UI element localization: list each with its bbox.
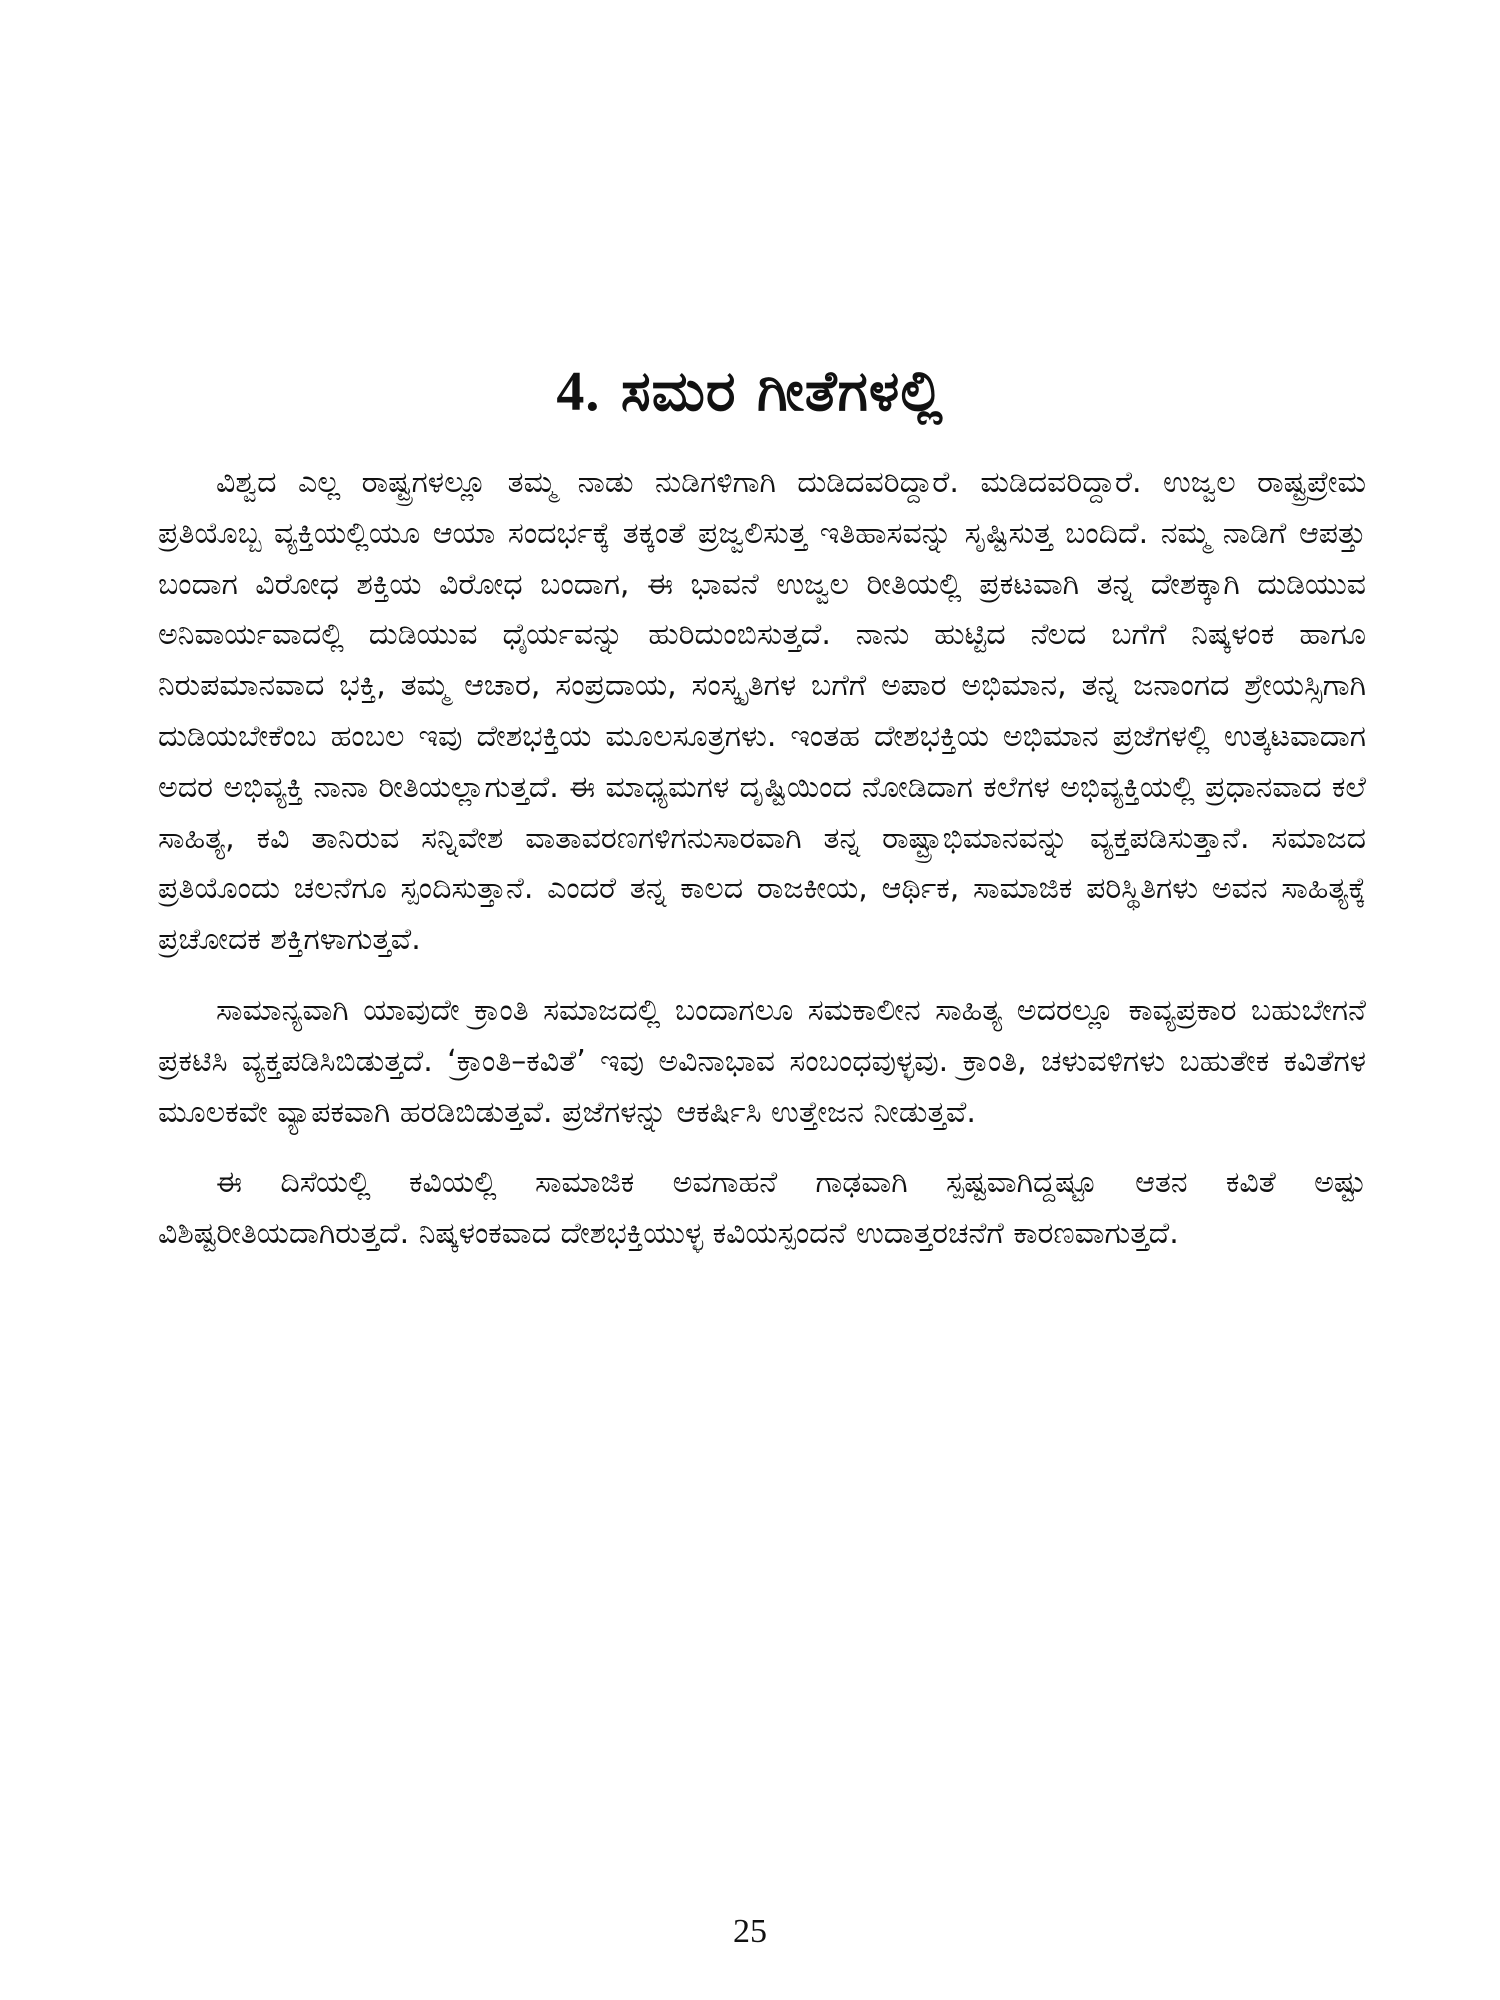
paragraph-2: ಸಾಮಾನ್ಯವಾಗಿ ಯಾವುದೇ ಕ್ರಾಂತಿ ಸಮಾಜದಲ್ಲಿ ಬಂದಾಗಲೂ ಸಮಕಾಲೀನ ಸಾಹಿತ್ಯ ಅದರಲ್ಲೂ ಕಾವ್ಯಪ್ರಕಾರ ಬಹುಬೇಗನೆ ಪ್ರಕಟಿಸಿ ವ್ಯಕ್ತಪಡಿಸಿಬಿಡುತ್ತದೆ. ‘ಕ್ರಾಂತಿ–ಕವಿತೆ’ ಇವು ಅವಿನಾಭಾವ ಸಂಬಂಧವುಳ್ಳವು. ಕ್ರಾಂತಿ, ಚಳುವಳಿಗಳು ಬಹುತೇಕ ಕವಿತೆಗಳ ಮೂಲಕವೇ ವ್ಯಾಪಕವಾಗಿ ಹರಡಿಬಿಡುತ್ತವೆ. ಪ್ರಜೆಗಳನ್ನು ಆಕರ್ಷಿಸಿ ಉತ್ತೇಜನ ನೀಡುತ್ತವೆ.	[158, 992, 1366, 1130]
chapter-title-text: ಸಮರ ಗೀತೆಗಳಲ್ಲಿ	[620, 359, 944, 424]
chapter-number: 4.	[556, 361, 601, 423]
page-number: 25	[733, 1913, 767, 1950]
chapter-title	[0, 352, 1500, 432]
paragraph-3: ಈ ದಿಸೆಯಲ್ಲಿ ಕವಿಯಲ್ಲಿ ಸಾಮಾಜಿಕ ಅವಗಾಹನೆ ಗಾಢವಾಗಿ ಸ್ಪಷ್ಟವಾಗಿದ್ದಷ್ಟೂ ಆತನ ಕವಿತೆ ಅಷ್ಟು ವಿಶಿಷ್ಟರೀತಿಯದಾಗಿರುತ್ತದೆ. ನಿಷ್ಕಳಂಕವಾದ ದೇಶಭಕ್ತಿಯುಳ್ಳ ಕವಿಯಸ್ಪಂದನೆ ಉದಾತ್ತರಚನೆಗೆ ಕಾರಣವಾಗುತ್ತದೆ.	[158, 1165, 1366, 1252]
body-text	[158, 458, 1366, 1280]
paragraph-1: ವಿಶ್ವದ ಎಲ್ಲ ರಾಷ್ಟ್ರಗಳಲ್ಲೂ ತಮ್ಮ ನಾಡು ನುಡಿಗಳಿಗಾಗಿ ದುಡಿದವರಿದ್ದಾರೆ. ಮಡಿದವರಿದ್ದಾರೆ. ಉಜ್ವಲ ರಾಷ್ಟ್ರಪ್ರೇಮ ಪ್ರತಿಯೊಬ್ಬ ವ್ಯಕ್ತಿಯಲ್ಲಿಯೂ ಆಯಾ ಸಂದರ್ಭಕ್ಕೆ ತಕ್ಕಂತೆ ಪ್ರಜ್ವಲಿಸುತ್ತ ಇತಿಹಾಸವನ್ನು ಸೃಷ್ಟಿಸುತ್ತ ಬಂದಿದೆ. ನಮ್ಮ ನಾಡಿಗೆ ಆಪತ್ತು ಬಂದಾಗ ವಿರೋಧ ಶಕ್ತಿಯ ವಿರೋಧ ಬಂದಾಗ, ಈ ಭಾವನೆ ಉಜ್ವಲ ರೀತಿಯಲ್ಲಿ ಪ್ರಕಟವಾಗಿ ತನ್ನ ದೇಶಕ್ಕಾಗಿ ದುಡಿಯುವ ಅನಿವಾರ್ಯವಾದಲ್ಲಿ ದುಡಿಯುವ ಧೈರ್ಯವನ್ನು ಹುರಿದುಂಬಿಸುತ್ತದೆ. ನಾನು ಹುಟ್ಟಿದ ನೆಲದ ಬಗೆಗೆ ನಿಷ್ಕಳಂಕ ಹಾಗೂ ನಿರುಪಮಾನವಾದ ಭಕ್ತಿ, ತಮ್ಮ ಆಚಾರ, ಸಂಪ್ರದಾಯ, ಸಂಸ್ಕೃತಿಗಳ ಬಗೆಗೆ ಅಪಾರ ಅಭಿಮಾನ, ತನ್ನ ಜನಾಂಗದ ಶ್ರೇಯಸ್ಸಿಗಾಗಿ ದುಡಿಯಬೇಕೆಂಬ ಹಂಬಲ ಇವು ದೇಶಭಕ್ತಿಯ ಮೂಲಸೂತ್ರಗಳು. ಇಂತಹ ದೇಶಭಕ್ತಿಯ ಅಭಿಮಾನ ಪ್ರಜೆಗಳಲ್ಲಿ ಉತ್ಕಟವಾದಾಗ ಅದರ ಅಭಿವ್ಯಕ್ತಿ ನಾನಾ ರೀತಿಯಲ್ಲಾಗುತ್ತದೆ. ಈ ಮಾಧ್ಯಮಗಳ ದೃಷ್ಟಿಯಿಂದ ನೋಡಿದಾಗ ಕಲೆಗಳ ಅಭಿವ್ಯಕ್ತಿಯಲ್ಲಿ ಪ್ರಧಾನವಾದ ಕಲೆ ಸಾಹಿತ್ಯ, ಕವಿ ತಾನಿರುವ ಸನ್ನಿವೇಶ ವಾತಾವರಣಗಳಿಗನುಸಾರವಾಗಿ ತನ್ನ ರಾಷ್ಟ್ರಾಭಿಮಾನವನ್ನು ವ್ಯಕ್ತಪಡಿಸುತ್ತಾನೆ. ಸಮಾಜದ ಪ್ರತಿಯೊಂದು ಚಲನೆಗೂ ಸ್ಪಂದಿಸುತ್ತಾನೆ. ಎಂದರೆ ತನ್ನ ಕಾಲದ ರಾಜಕೀಯ, ಆರ್ಥಿಕ, ಸಾಮಾಜಿಕ ಪರಿಸ್ಥಿತಿಗಳು ಅವನ ಸಾಹಿತ್ಯಕ್ಕೆ ಪ್ರಚೋದಕ ಶಕ್ತಿಗಳಾಗುತ್ತವೆ.	[158, 465, 1366, 958]
